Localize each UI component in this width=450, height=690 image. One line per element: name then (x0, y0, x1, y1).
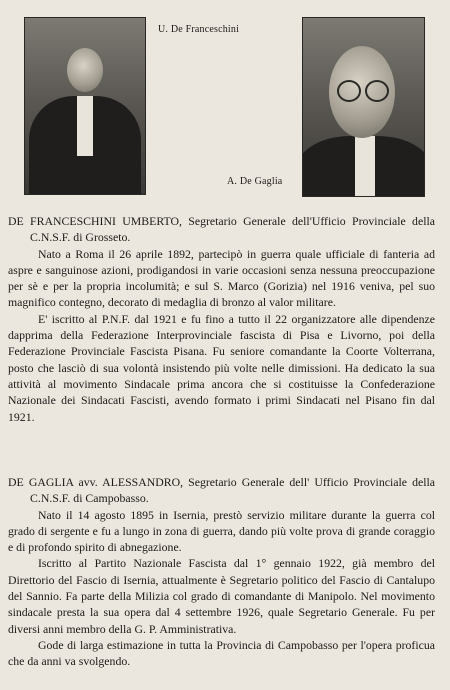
caption-de-gaglia: A. De Gaglia (227, 176, 283, 187)
portrait-de-gaglia (302, 17, 425, 197)
portrait-head (67, 48, 103, 92)
glasses-lens-right (365, 80, 389, 102)
bio-paragraph: Nato a Roma il 26 aprile 1892, partecipò in guerra quale ufficiale di fanteria ad aspre e sanguinose azioni, prodigandosi in varie occasioni senza nessuna preoccupazione per sè e per la propria incolumità; e sul S. Marco (Gorizia) nel 1916 veniva, pel suo magnifico contegno, decorato di medaglia di bronzo al valor militare. (8, 246, 435, 310)
bio-paragraph: E' iscritto al P.N.F. dal 1921 e fu fino a tutto il 22 organizzatore alle dipendenze dapprima della Federazione Interprovinciale fascista di Pisa e Livorno, poi della Federazione Provinciale Fascista Pisana. Fu seniore comandante la Coorte Volterrana, posto che lasciò di sua volontà insistendo più volte nelle dimissioni. Ha dedicato la sua attività al movimento Sindacale prima ancora che si costituisse la Confederazione Nazionale dei Sindacati Fascisti, avendo formato i primi Sindacati nel Pisano fin dal 1921. (8, 311, 435, 424)
biography-de-franceschini (8, 213, 435, 425)
portrait-shirt (77, 96, 93, 156)
portrait-shirt (355, 136, 375, 196)
bio-honorific: avv. (73, 475, 98, 489)
bio-title: Segretario Generale dell' Ufficio Provinciale della C.N.S.F. di Campobasso. (30, 475, 435, 506)
bio-paragraph: Gode di larga estimazione in tutta la Provincia di Campobasso per l'opera proficua che da anni va svolgendo. (8, 637, 435, 669)
bio-name: DE FRANCESCHINI UMBERTO, (8, 214, 182, 228)
bio-firstname: ALESSANDRO, (97, 475, 184, 489)
bio-paragraph: Nato il 14 agosto 1895 in Isernia, prestò servizio militare durante la guerra col grado di sergente e fu a lungo in zona di guerra, dando più volte prova di grande coraggio e di profondo spirito di abnegazione. (8, 507, 435, 555)
bio-title: Segretario Generale dell'Ufficio Provinciale della C.N.S.F. di Grosseto. (30, 214, 435, 245)
caption-de-franceschini: U. De Franceschini (158, 24, 240, 35)
biography-de-gaglia (8, 474, 435, 670)
glasses-lens-left (337, 80, 361, 102)
bio-name: DE GAGLIA (8, 475, 74, 489)
portrait-de-franceschini (24, 17, 146, 195)
bio-heading (8, 474, 435, 507)
bio-paragraph: Iscritto al Partito Nazionale Fascista dal 1° gennaio 1922, già membro del Direttorio del Fascio di Isernia, attualmente è Segretario politico del Fascio di Cantalupo del Sannio. Fa parte della Milizia col grado di comandante di Manipolo. Nel movimento sindacale presta la sua opera dal 4 settembre 1926, quale Segretario Generale. Fu per diversi anni membro della G. P. Amministrativa. (8, 556, 435, 636)
bio-heading (8, 213, 435, 246)
